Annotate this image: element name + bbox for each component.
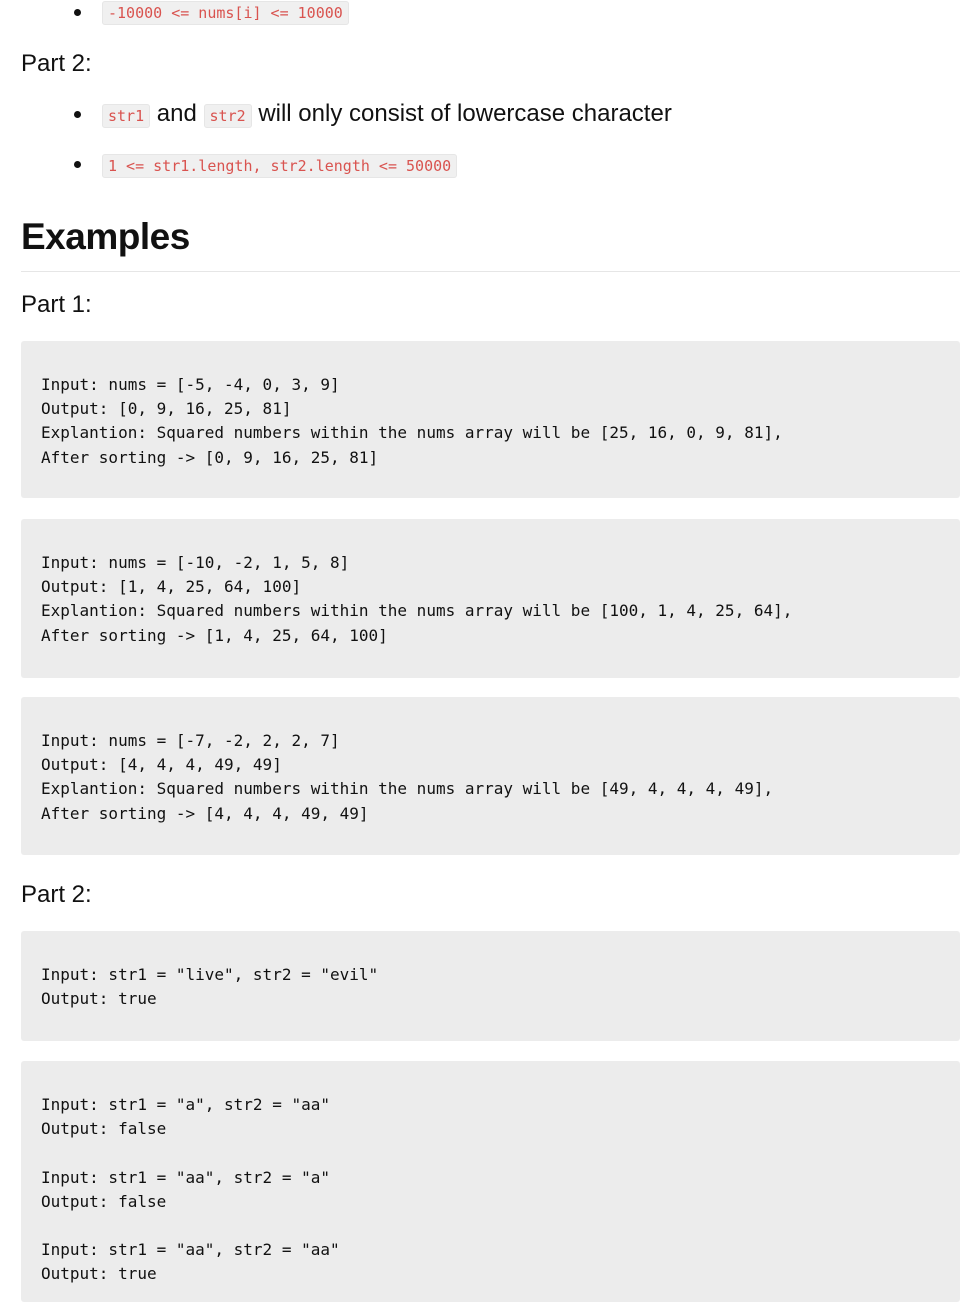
examples-part2-label: Part 2: <box>21 881 92 908</box>
nums-range-code: -10000 <= nums[i] <= 10000 <box>102 1 349 25</box>
constraints-part2-label: Part 2: <box>21 50 92 77</box>
heading-divider <box>21 271 960 272</box>
example-code: Input: nums = [-7, -2, 2, 2, 7] Output: [4, 4, 4, 49, 49] Explantion: Squared numbers within the nums array will be [49, 4, 4, 4, 49], After sorting -> [4, 4, 4, 49, 49] <box>41 731 774 823</box>
example-code: Input: nums = [-5, -4, 0, 3, 9] Output: [0, 9, 16, 25, 81] Explantion: Squared numbers within the nums array will be [25, 16, 0, 9, 81], After sorting -> [0, 9, 16, 25, 81] <box>41 375 783 467</box>
code-block <box>21 931 960 1041</box>
example-code: Input: str1 = "live", str2 = "evil" Output: true <box>41 965 379 1009</box>
bullet-dot <box>74 161 81 168</box>
length-range-code: 1 <= str1.length, str2.length <= 50000 <box>102 154 457 178</box>
str1-code: str1 <box>102 104 150 128</box>
code-block <box>21 341 960 498</box>
code-block <box>21 697 960 855</box>
str2-code: str2 <box>204 104 252 128</box>
examples-part1-label: Part 1: <box>21 291 92 318</box>
examples-heading: Examples <box>21 216 190 257</box>
code-block <box>21 519 960 678</box>
code-block <box>21 1061 960 1302</box>
example-code: Input: nums = [-10, -2, 1, 5, 8] Output: [1, 4, 25, 64, 100] Explantion: Squared numbers within the nums array will be [100, 1, 4, 25, 64], After sorting -> [1, 4, 25, 64, 100] <box>41 553 793 645</box>
bullet-dot <box>74 111 81 118</box>
lowercase-constraint-text: will only consist of lowercase character <box>258 100 672 127</box>
and-text: and <box>156 100 197 127</box>
bullet-dot <box>74 9 81 16</box>
example-code: Input: str1 = "a", str2 = "aa" Output: false Input: str1 = "aa", str2 = "a" Output: false Input: str1 = "aa", str2 = "aa" Output: true <box>41 1095 340 1284</box>
